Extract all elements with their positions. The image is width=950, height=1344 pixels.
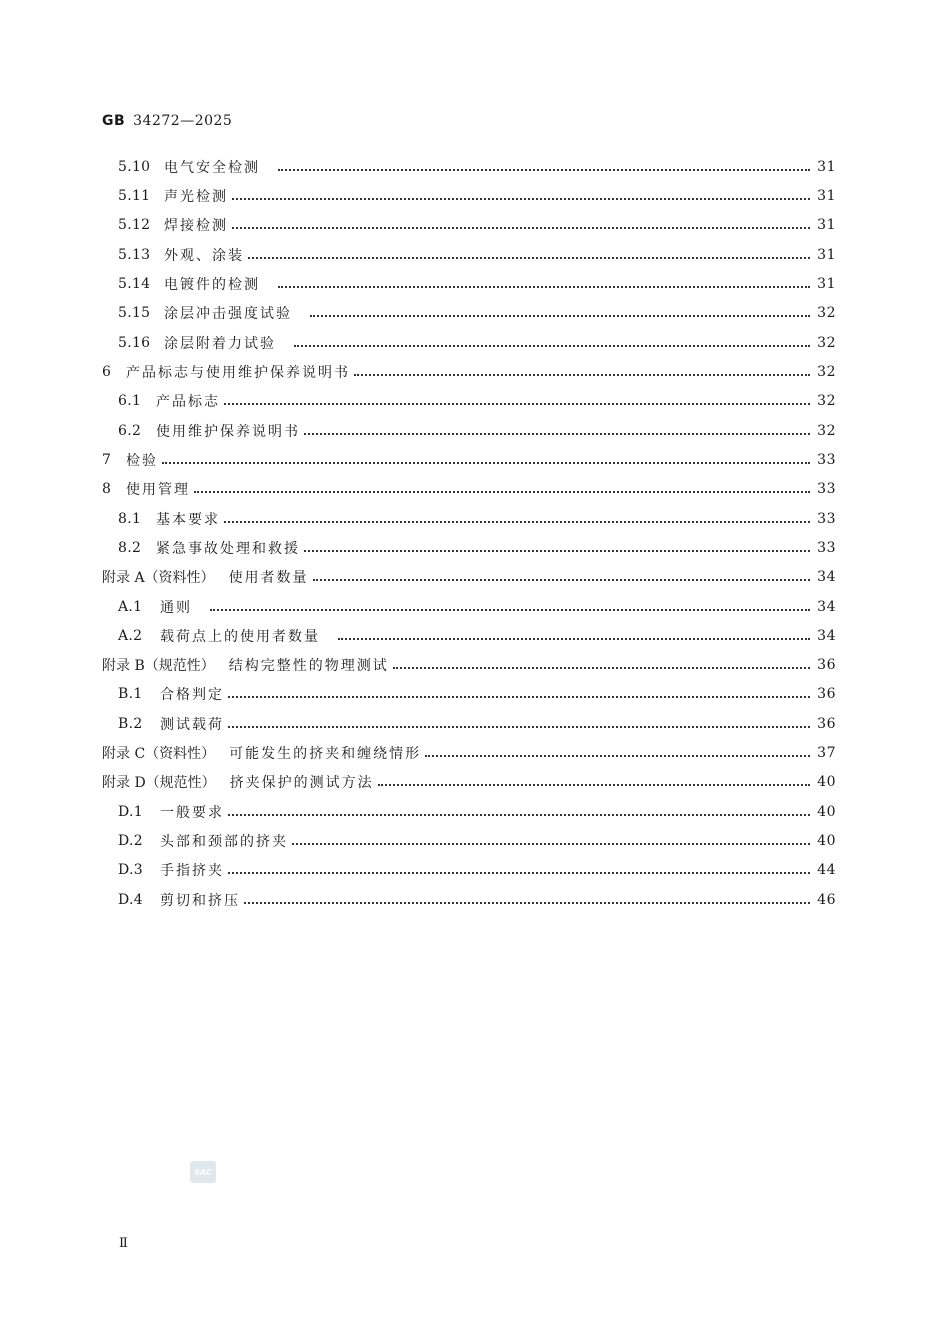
toc-entry-5-14[interactable] xyxy=(118,269,836,298)
toc-number: 6.1 xyxy=(118,392,142,409)
toc-page: 33 xyxy=(817,451,836,468)
toc-title: 涂层附着力试验 xyxy=(164,335,276,352)
toc-leader xyxy=(310,315,810,317)
toc-number: 6.2 xyxy=(118,422,142,439)
toc-number: D.2 xyxy=(118,832,143,849)
toc-leader xyxy=(224,403,810,405)
toc-number: 8 xyxy=(102,480,112,497)
toc-entry-d-1[interactable] xyxy=(118,797,836,826)
toc-page: 32 xyxy=(817,422,836,439)
toc-entry-b-1[interactable] xyxy=(118,679,836,708)
toc-title: 电气安全检测 xyxy=(164,159,260,176)
toc-page: 40 xyxy=(817,803,836,820)
toc-title: 使用维护保养说明书 xyxy=(156,423,300,440)
standard-prefix: GB xyxy=(102,113,126,129)
toc-entry-b-2[interactable] xyxy=(118,709,836,738)
toc-entry-5-10[interactable] xyxy=(118,152,836,181)
toc-number: 5.12 xyxy=(118,216,151,233)
toc-entry-d-4[interactable] xyxy=(118,885,836,914)
toc-number: A.1 xyxy=(118,598,143,615)
toc-page: 33 xyxy=(817,480,836,497)
toc-number: 5.15 xyxy=(118,304,151,321)
toc-number: 5.16 xyxy=(118,334,151,351)
toc-page: 32 xyxy=(817,363,836,380)
toc-number: 5.14 xyxy=(118,275,151,292)
toc-title: 声光检测 xyxy=(164,188,228,205)
toc-page: 33 xyxy=(817,510,836,527)
toc-title: 测试载荷 xyxy=(160,716,224,733)
toc-number: B.1 xyxy=(118,685,143,702)
sac-logo-icon xyxy=(190,1161,216,1183)
toc-leader xyxy=(304,550,810,552)
toc-entry-6-2[interactable] xyxy=(118,416,836,445)
toc-title: 挤夹保护的测试方法 xyxy=(229,774,374,791)
toc-leader xyxy=(393,667,810,669)
toc-title: 产品标志与使用维护保养说明书 xyxy=(126,364,350,381)
toc-leader xyxy=(425,755,810,757)
toc-number: 5.13 xyxy=(118,246,151,263)
toc-entry-5-15[interactable] xyxy=(118,298,836,327)
toc-page: 32 xyxy=(817,304,836,321)
toc-page: 33 xyxy=(817,539,836,556)
toc-title: 紧急事故处理和救援 xyxy=(156,540,300,557)
toc-leader xyxy=(292,843,810,845)
toc-entry-5-12[interactable] xyxy=(118,210,836,239)
appendix-label: 附录 B（规范性） xyxy=(102,657,215,674)
toc-title: 基本要求 xyxy=(156,511,220,528)
toc-entry-6[interactable] xyxy=(102,357,836,386)
document-header xyxy=(102,113,232,129)
toc-page: 32 xyxy=(817,334,836,351)
toc-page: 46 xyxy=(817,891,836,908)
toc-leader xyxy=(354,374,810,376)
toc-title: 涂层冲击强度试验 xyxy=(164,305,292,322)
toc-leader xyxy=(304,433,810,435)
toc-page: 31 xyxy=(817,275,836,292)
toc-entry-appendix-a[interactable] xyxy=(102,562,836,591)
toc-entry-8[interactable] xyxy=(102,474,836,503)
toc-entry-8-2[interactable] xyxy=(118,533,836,562)
toc-page: 34 xyxy=(817,627,836,644)
toc-title: 检验 xyxy=(126,452,158,469)
toc-leader xyxy=(228,696,810,698)
toc-title: 结构完整性的物理测试 xyxy=(228,657,389,674)
toc-leader xyxy=(244,902,810,904)
toc-page: 36 xyxy=(817,656,836,673)
toc-page: 34 xyxy=(817,598,836,615)
toc-entry-5-13[interactable] xyxy=(118,240,836,269)
toc-title: 手指挤夹 xyxy=(160,862,224,879)
toc-number: 8.2 xyxy=(118,539,142,556)
toc-page: 40 xyxy=(817,773,836,790)
toc-entry-d-3[interactable] xyxy=(118,855,836,884)
toc-title: 电镀件的检测 xyxy=(164,276,260,293)
toc-page: 40 xyxy=(817,832,836,849)
logo-text: SAC xyxy=(194,1167,212,1177)
toc-title: 合格判定 xyxy=(160,686,224,703)
toc-page: 34 xyxy=(817,568,836,585)
toc-leader xyxy=(338,638,810,640)
toc-entry-7[interactable] xyxy=(102,445,836,474)
toc-number: B.2 xyxy=(118,715,143,732)
toc-entry-appendix-c[interactable] xyxy=(102,738,836,767)
toc-leader xyxy=(248,257,810,259)
toc-page: 36 xyxy=(817,715,836,732)
toc-number: 8.1 xyxy=(118,510,142,527)
appendix-label: 附录 D（规范性） xyxy=(102,774,216,791)
toc-number: A.2 xyxy=(118,627,143,644)
toc-leader xyxy=(224,521,810,523)
toc-entry-a-1[interactable] xyxy=(118,592,836,621)
toc-title: 可能发生的挤夹和缠绕情形 xyxy=(229,745,422,762)
toc-page: 31 xyxy=(817,187,836,204)
toc-leader xyxy=(278,286,810,288)
appendix-label: 附录 A（资料性） xyxy=(102,569,215,586)
toc-leader xyxy=(232,227,810,229)
toc-entry-a-2[interactable] xyxy=(118,621,836,650)
toc-number: D.3 xyxy=(118,861,143,878)
toc-title: 产品标志 xyxy=(156,393,220,410)
toc-title: 焊接检测 xyxy=(164,217,228,234)
toc-entry-d-2[interactable] xyxy=(118,826,836,855)
toc-leader xyxy=(228,872,810,874)
toc-title: 头部和颈部的挤夹 xyxy=(160,833,288,850)
toc-leader xyxy=(228,814,810,816)
toc-title: 通则 xyxy=(160,599,192,616)
toc-page: 31 xyxy=(817,216,836,233)
toc-leader xyxy=(278,169,810,171)
toc-leader xyxy=(162,462,810,464)
toc-leader xyxy=(210,609,810,611)
toc-entry-6-1[interactable] xyxy=(118,386,836,415)
standard-code: 34272—2025 xyxy=(133,113,233,129)
toc-leader xyxy=(378,784,810,786)
toc-number: D.4 xyxy=(118,891,143,908)
toc-page: 37 xyxy=(817,744,836,761)
page-number: Ⅱ xyxy=(119,1236,128,1251)
toc-entry-8-1[interactable] xyxy=(118,504,836,533)
toc-entry-appendix-b[interactable] xyxy=(102,650,836,679)
toc-page: 44 xyxy=(817,861,836,878)
toc-title: 剪切和挤压 xyxy=(160,892,240,909)
toc-title: 一般要求 xyxy=(160,804,224,821)
toc-leader xyxy=(228,726,810,728)
toc-page: 31 xyxy=(817,246,836,263)
toc-number: 7 xyxy=(102,451,112,468)
toc-number: 5.10 xyxy=(118,158,151,175)
toc-title: 使用管理 xyxy=(126,481,190,498)
toc-page: 36 xyxy=(817,685,836,702)
toc-title: 外观、涂装 xyxy=(164,247,244,264)
toc-leader xyxy=(294,345,810,347)
toc-number: D.1 xyxy=(118,803,143,820)
toc-title: 使用者数量 xyxy=(228,569,309,586)
toc-leader xyxy=(313,579,810,581)
appendix-label: 附录 C（资料性） xyxy=(102,745,216,762)
toc-number: 6 xyxy=(102,363,112,380)
toc-page: 32 xyxy=(817,392,836,409)
toc-title: 载荷点上的使用者数量 xyxy=(160,628,320,645)
toc-entry-5-16[interactable] xyxy=(118,328,836,357)
toc-leader xyxy=(232,198,810,200)
toc-leader xyxy=(194,491,810,493)
toc-page: 31 xyxy=(817,158,836,175)
toc-entry-appendix-d[interactable] xyxy=(102,767,836,796)
toc-entry-5-11[interactable] xyxy=(118,181,836,210)
toc-number: 5.11 xyxy=(118,187,151,204)
